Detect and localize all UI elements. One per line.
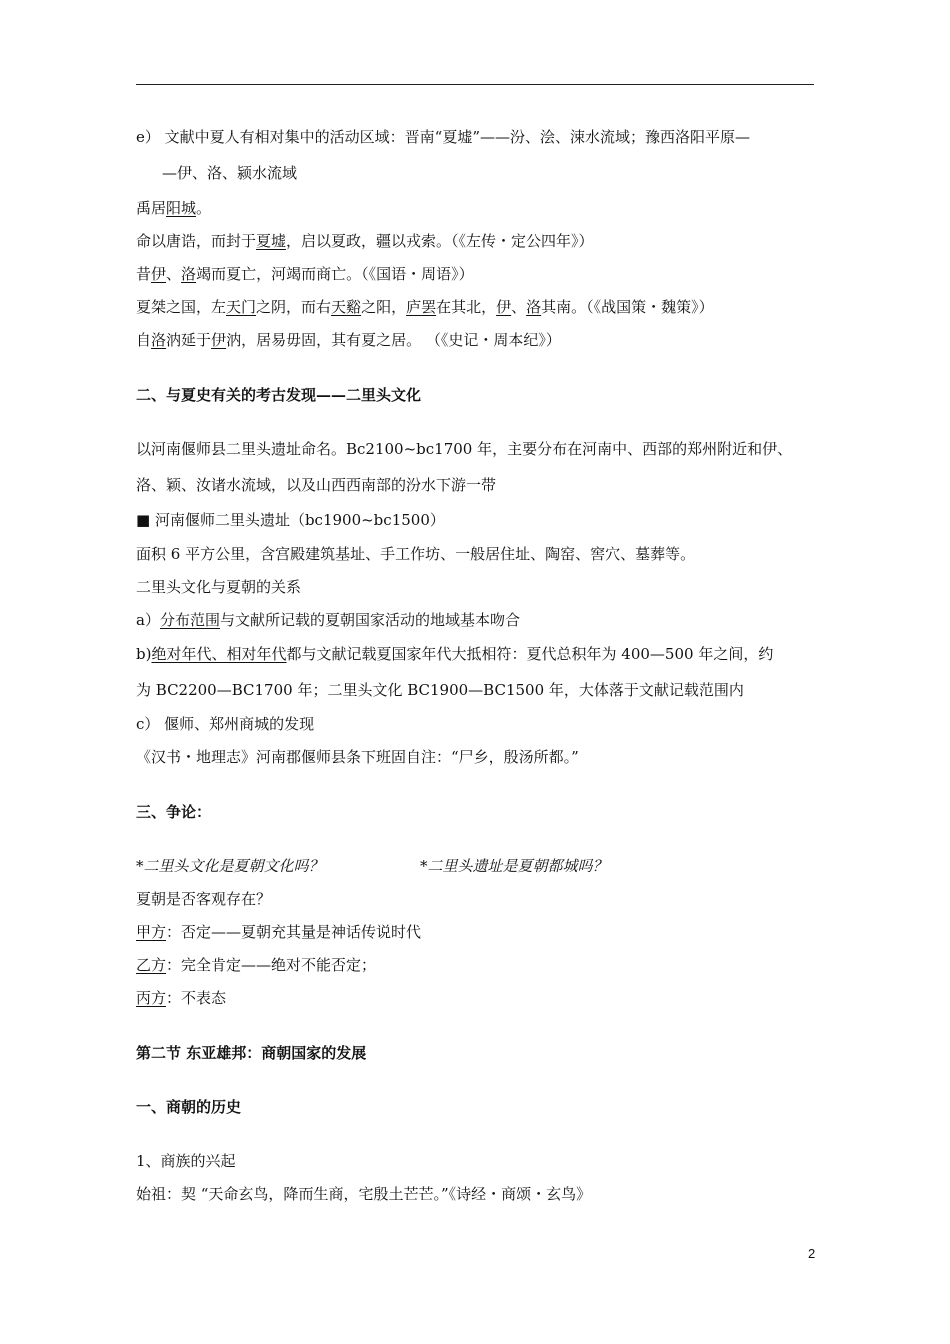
underlined-term: 夏墟 [256,232,287,250]
text-line: 1、商族的兴起 [136,1152,236,1170]
text-line: 命以唐诰，而封于夏墟，启以夏政，疆以戎索。（《左传・定公四年》） [136,232,594,250]
header-rule [136,84,814,85]
underlined-term: 伊 [496,298,512,316]
underlined-term: 阳城 [166,199,197,217]
section-heading: 二、与夏史有关的考古发现——二里头文化 [136,386,422,404]
text-line: c） 偃师、郑州商城的发现 [136,715,315,733]
underlined-term: 天门 [226,298,257,316]
underlined-term: 乙方 [136,956,167,974]
bullet-line: ■ 河南偃师二里头遗址（bc1900~bc1500） [136,511,445,529]
text-line: 面积 6 平方公里，含宫殿建筑基址、手工作坊、一般居住址、陶窑、窖穴、墓葬等。 [136,545,696,563]
underlined-term: 洛 [181,265,197,283]
underlined-term: 相对年代 [226,645,287,663]
text-line: 夏朝是否客观存在？ [136,890,272,908]
text-line: 乙方：完全肯定——绝对不能否定； [136,956,377,974]
chapter-heading: 第二节 东亚雄邦：商朝国家的发展 [136,1044,367,1062]
underlined-term: 、 [211,645,227,663]
text-line: 以河南偃师县二里头遗址命名。Bc2100~bc1700 年，主要分布在河南中、西部的郑州附近和伊、 [136,440,793,458]
text-line: b)绝对年代、相对年代都与文献记载夏国家年代大抵相符：夏代总积年为 400—500 年之间，约 [136,645,774,663]
underlined-term: 洛 [151,331,167,349]
text-line: e） 文献中夏人有相对集中的活动区域：晋南“夏墟”——汾、浍、涑水流域；豫西洛阳平原— [136,128,750,146]
text-line: 洛、颖、汝诸水流域，以及山西西南部的汾水下游一带 [136,476,497,494]
text-line: 禹居阳城。 [136,199,212,217]
underlined-term: 伊 [211,331,227,349]
text-line: a）分布范围与文献所记载的夏朝国家活动的地域基本吻合 [136,611,520,629]
underlined-term: 丙方 [136,989,167,1007]
underlined-term: 洛 [526,298,542,316]
underlined-term: 绝对年代 [151,645,212,663]
text-line: 二里头文化与夏朝的关系 [136,578,302,596]
text-line: 昔伊、洛竭而夏亡，河竭而商亡。（《国语・周语》） [136,265,474,283]
text-line: 夏桀之国，左天门之阴，而右天谿之阳，庐罢在其北，伊、洛其南。（《战国策・魏策》） [136,298,714,316]
text-line: —伊、洛、颍水流域 [162,164,298,182]
underlined-term: 伊 [151,265,167,283]
question-1: *二里头文化是夏朝文化吗？ [136,857,324,875]
section-heading: 三、争论： [136,803,212,821]
text-line: 甲方：否定——夏朝充其量是神话传说时代 [136,923,422,941]
text-line: 自洛汭延于伊汭，居易毋固，其有夏之居。 （《史记・周本纪》） [136,331,561,349]
text-line: 丙方：不表态 [136,989,227,1007]
underlined-term: 庐罢 [406,298,437,316]
question-2: *二里头遗址是夏朝都城吗？ [420,857,608,875]
page-number: 2 [808,1246,816,1261]
underlined-term: 天谿 [331,298,362,316]
text-line: 始祖：契 “天命玄鸟，降而生商，宅殷土芒芒。”《诗经・商颂・玄鸟》 [136,1185,592,1203]
text-line: 《汉书・地理志》河南郡偃师县条下班固自注：“尸乡，殷汤所都。” [136,748,579,766]
section-heading: 一、商朝的历史 [136,1098,242,1116]
underlined-term: 分布范围 [159,611,220,629]
underlined-term: 甲方 [136,923,167,941]
text-line: 为 BC2200—BC1700 年；二里头文化 BC1900—BC1500 年，大体落于文献记载范围内 [136,681,744,699]
